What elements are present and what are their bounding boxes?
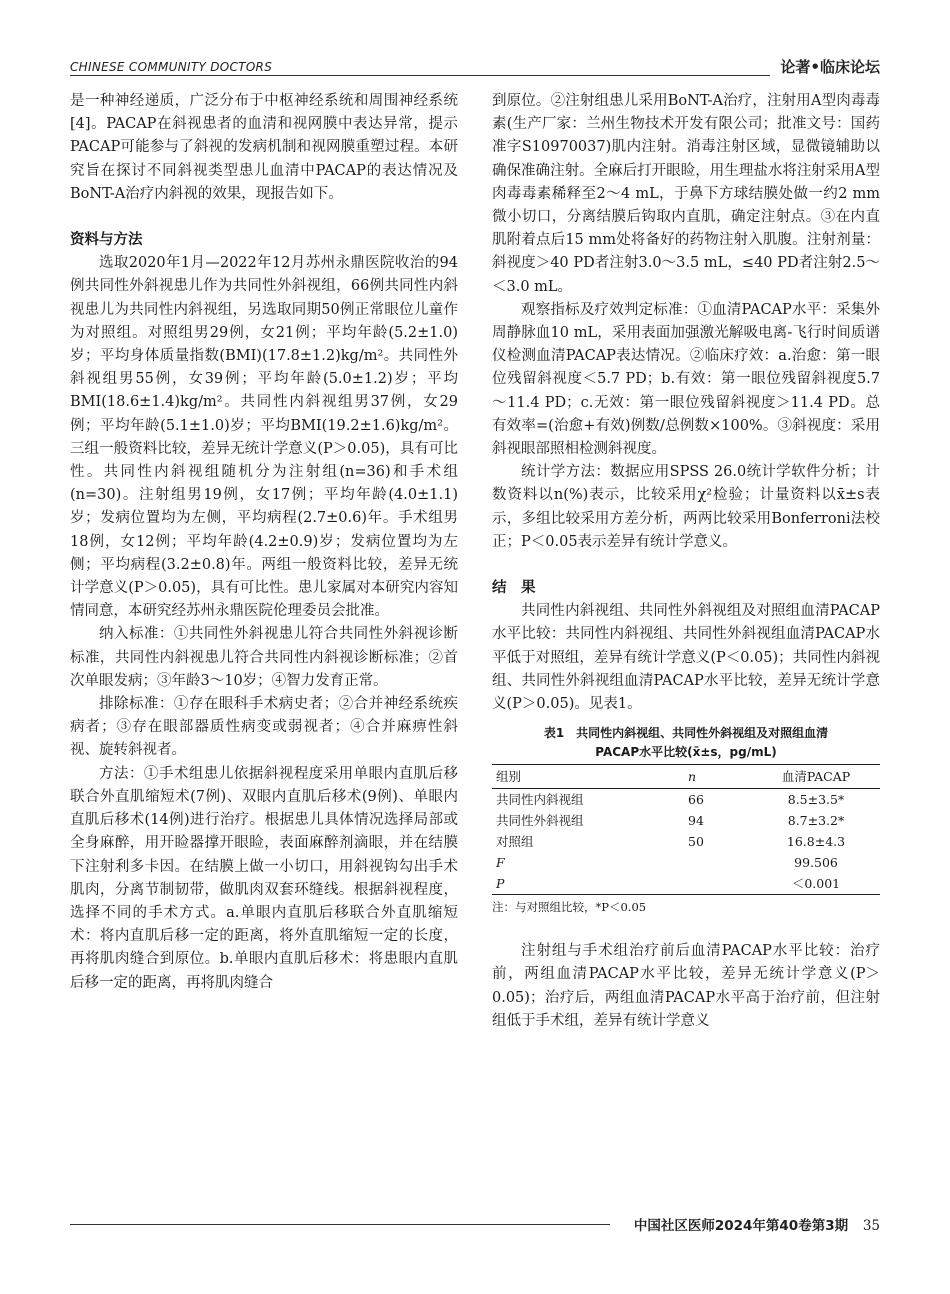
- right-column: [492, 90, 880, 1033]
- statistics-paragraph: 统计学方法：数据应用SPSS 26.0统计学软件分析；计数资料以n(%)表示，比较采用χ²检验；计量资料以x̄±s表示，多组比较采用方差分析，两两比较采用Bonferroni法校正；P＜0.05表示差异有统计学意义。: [492, 464, 880, 550]
- row-n: 50: [688, 834, 704, 850]
- footer: [634, 1214, 880, 1234]
- table-row: [492, 831, 880, 852]
- table-note: 注：与对照组比较，*P＜0.05: [492, 900, 647, 915]
- outcome-measures-paragraph: 观察指标及疗效判定标准：①血清PACAP水平：采集外周静脉血10 mL，采用表面加强激光解吸电离-飞行时间质谱仪检测血清PACAP表达情况。②临床疗效：a.治愈：第一眼位残留斜视度＜5.7 PD；b.有效：第一眼位残留斜视度5.7～11.4 PD；c.无效：第一眼位残留斜视度＞11.4 PD。总有效率=(治愈+有效)例数/总例数×100%。③斜视度：采用斜视眼部照相检测斜视度。: [492, 301, 880, 458]
- journal-name-en: CHINESE COMMUNITY DOCTORS: [70, 60, 273, 74]
- subjects-paragraph: 选取2020年1月—2022年12月苏州永鼎医院收治的94例共同性外斜视患儿作为共同性外斜视组，66例共同性内斜视患儿为共同性内斜视组，另选取同期50例正常眼位儿童作为对照组。对照组男29例，女21例；平均年龄(5.2±1.0)岁；平均身体质量指数(BMI)(17.8±1.2)kg/m²。共同性外斜视组男55例，女39例；平均年龄(5.0±1.2)岁；平均BMI(18.6±1.4)kg/m²。共同性内斜视组男37例，女29例；平均年龄(5.1±1.0)岁；平均BMI(19.2±1.6)kg/m²。三组一般资料比较，差异无统计学意义(P＞0.05)，具有可比性。共同性内斜视组随机分为注射组(n=36)和手术组(n=30)。注射组男19例，女17例；平均年龄(4.0±1.1)岁；发病位置均为左侧，平均病程(2.7±0.6)年。手术组男18例，女12例；平均年龄(4.2±0.9)岁；发病位置均为左侧；平均病程(3.2±0.8)年。两组一般资料比较，差异无统计学意义(P＞0.05)，具有可比性。患儿家属对本研究内容知情同意，本研究经苏州永鼎医院伦理委员会批准。: [70, 255, 458, 620]
- row-n: [684, 852, 752, 873]
- col-group-header: 组别: [492, 765, 684, 789]
- page-number: 35: [862, 1218, 880, 1234]
- row-pacap: 16.8±4.3: [786, 834, 846, 850]
- row-group: 共同性内斜视组: [496, 792, 584, 808]
- table-header-row: [492, 765, 880, 789]
- col-pacap-header: 血清PACAP: [752, 765, 880, 789]
- row-pacap: 99.506: [794, 855, 838, 871]
- table-title-line2: PACAP水平比较(x̄±s，pg/mL): [595, 745, 777, 760]
- results-heading: 结 果: [492, 580, 536, 597]
- row-n: 94: [688, 813, 704, 829]
- table-row: [492, 852, 880, 873]
- treatment-comparison-paragraph: 注射组与手术组治疗前后血清PACAP水平比较：治疗前，两组血清PACAP水平比较，差异无统计学意义(P＞0.05)；治疗后，两组血清PACAP水平高于治疗前，但注射组低于手术组，差异有统计学意义: [492, 943, 880, 1029]
- section-label: 论著•临床论坛: [780, 58, 880, 76]
- intro-paragraph: 是一种神经递质，广泛分布于中枢神经系统和周围神经系统[4]。PACAP在斜视患者的血清和视网膜中表达异常，提示PACAP可能参与了斜视的发病机制和视网膜重塑过程。本研究旨在探讨不同斜视类型患儿血清中PACAP的表达情况及BoNT-A治疗内斜视的效果，现报告如下。: [70, 93, 458, 202]
- row-pacap: ＜0.001: [752, 873, 880, 895]
- row-group: F: [496, 855, 505, 871]
- left-column: [70, 90, 458, 995]
- methods-paragraph: 方法：①手术组患儿依据斜视程度采用单眼内直肌后移联合外直肌缩短术(7例)、双眼内直肌后移术(9例)、单眼内直肌后移术(14例)进行治疗。根据患儿具体情况选择局部或全身麻醉，用开睑器撑开眼睑，表面麻醉剂滴眼，并在结膜下注射利多卡因。在结膜上做一小切口，用斜视钩勾出手术肌肉，分离节制韧带，做肌肉双套环缝线。根据斜视程度，选择不同的手术方式。a.单眼内直肌后移联合外直肌缩短术：将内直肌后移一定的距离，将外直肌缩短一定的长度，再将肌肉缝合到原位。b.单眼内直肌后移术：将患眼内直肌后移一定的距离，再将肌肉缝合: [70, 765, 458, 991]
- exclusion-criteria-paragraph: 排除标准：①存在眼科手术病史者；②合并神经系统疾病者；③存在眼部器质性病变或弱视者；④合并麻痹性斜视、旋转斜视者。: [70, 696, 458, 759]
- table-row: [492, 873, 880, 895]
- journal-issue: 中国社区医师2024年第40卷第3期: [633, 1218, 849, 1234]
- table-row: [492, 810, 880, 831]
- row-group: 对照组: [496, 834, 534, 850]
- col-n-header: n: [684, 765, 752, 789]
- results-paragraph: 共同性内斜视组、共同性外斜视组及对照组血清PACAP水平比较：共同性内斜视组、共同性外斜视组血清PACAP水平低于对照组，差异有统计学意义(P＜0.05)；共同性内斜视组、共同性外斜视组血清PACAP水平比较，差异无统计学意义(P＞0.05)。见表1。: [492, 603, 880, 713]
- row-n: [684, 873, 752, 895]
- inclusion-criteria-paragraph: 纳入标准：①共同性外斜视患儿符合共同性外斜视诊断标准，共同性内斜视患儿符合共同性内斜视诊断标准；②首次单眼发病；③年龄3～10岁；④智力发育正常。: [70, 626, 458, 689]
- table-title: [492, 724, 880, 762]
- injection-method-paragraph: 到原位。②注射组患儿采用BoNT-A治疗，注射用A型肉毒毒素(生产厂家：兰州生物技术开发有限公司；批准文号：国药准字S10970037)肌内注射。消毒注射区域，显微镜辅助以确保准确注射。全麻后打开眼睑，用生理盐水将注射采用A型肉毒毒素稀释至2～4 mL，于鼻下方球结膜处做一约2 mm微小切口，分离结膜后钩取内直肌，确定注射点。③在内直肌附着点后15 mm处将备好的药物注射入肌腹。注射剂量：斜视度＞40 PD者注射3.0～3.5 mL，≤40 PD者注射2.5～＜3.0 mL。: [492, 93, 880, 295]
- row-pacap: 8.7±3.2*: [787, 813, 845, 829]
- row-n: 66: [688, 792, 704, 808]
- table-row: [492, 789, 880, 811]
- row-group: P: [492, 873, 684, 895]
- header-rule: [70, 75, 770, 76]
- table-title-line1: 表1 共同性内斜视组、共同性外斜视组及对照组血清: [543, 726, 829, 741]
- methods-heading: 资料与方法: [70, 232, 143, 249]
- footer-rule: [70, 1224, 610, 1225]
- row-pacap: 8.5±3.5*: [787, 792, 845, 808]
- pacap-table: [492, 764, 880, 895]
- row-group: 共同性外斜视组: [496, 813, 584, 829]
